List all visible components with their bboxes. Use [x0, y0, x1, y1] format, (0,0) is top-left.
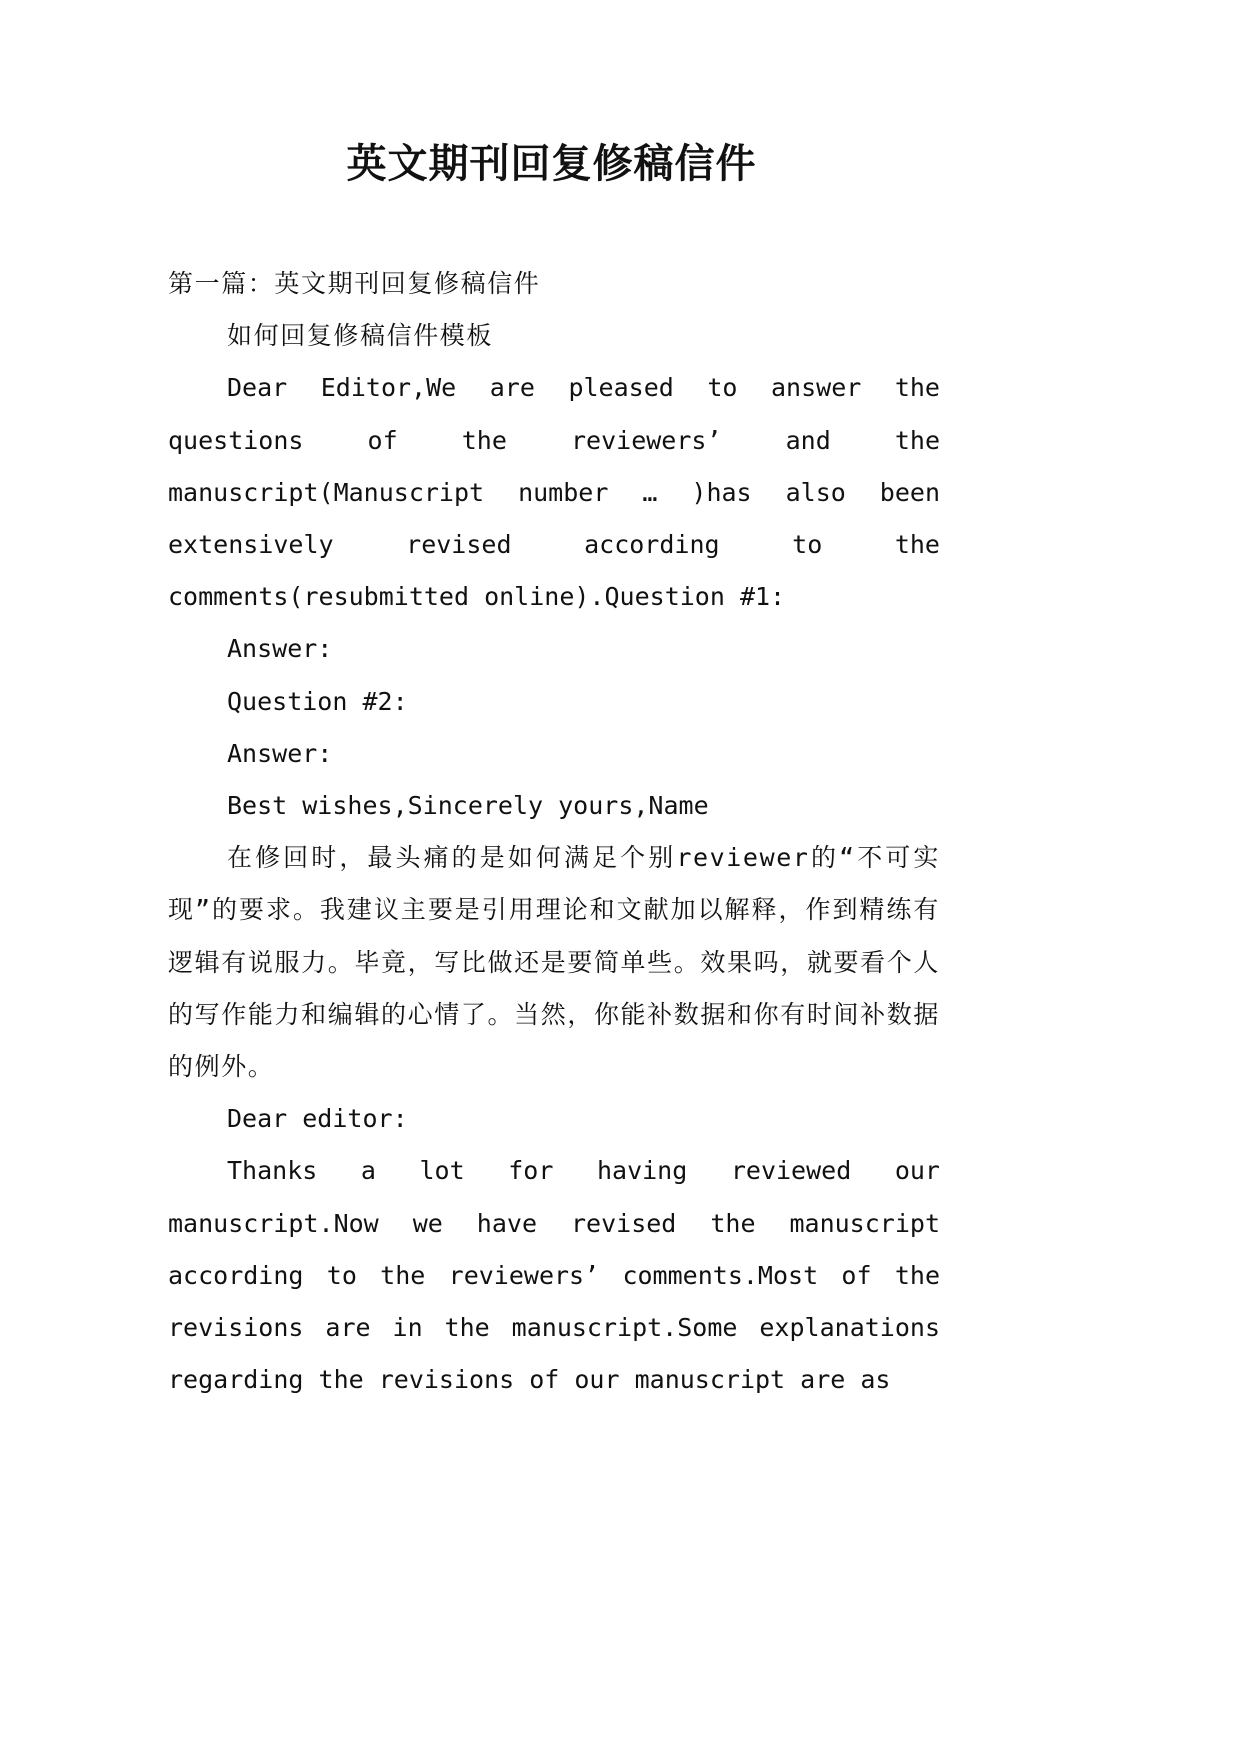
document-title: 英文期刊回复修稿信件	[346, 140, 757, 187]
answer-line: Answer:	[227, 634, 333, 664]
template-heading: 如何回复修稿信件模板	[227, 321, 494, 351]
section-heading: 第一篇：英文期刊回复修稿信件	[168, 269, 541, 298]
document-body	[168, 258, 940, 1406]
closing-line: Best wishes,Sincerely yours,Name	[227, 791, 709, 821]
answer-line: Answer:	[227, 738, 333, 768]
salutation-line: Dear editor:	[227, 1104, 408, 1134]
letter-paragraph: Thanks a lot for having reviewed our manuscript.Now we have revised the manuscript according to the reviewers’ comments.Most of the revisions are in the manuscript.Some explanations regarding the revisions of our manuscript are as	[168, 1156, 940, 1395]
advice-paragraph: 在修回时，最头痛的是如何满足个别reviewer的“不可实现”的要求。我建议主要是引用理论和文献加以解释，作到精练有逻辑有说服力。毕竟，写比做还是要简单些。效果吗，就要看个人的写作能力和编辑的心情了。当然，你能补数据和你有时间补数据的例外。	[168, 843, 940, 1082]
question-line: Question #2:	[227, 686, 408, 716]
letter-paragraph: Dear Editor,We are pleased to answer the questions of the reviewers’ and the manuscript(Manuscript number … )has also been extensively revised according to the comments(resubmitted online).Question #1:	[168, 373, 940, 612]
